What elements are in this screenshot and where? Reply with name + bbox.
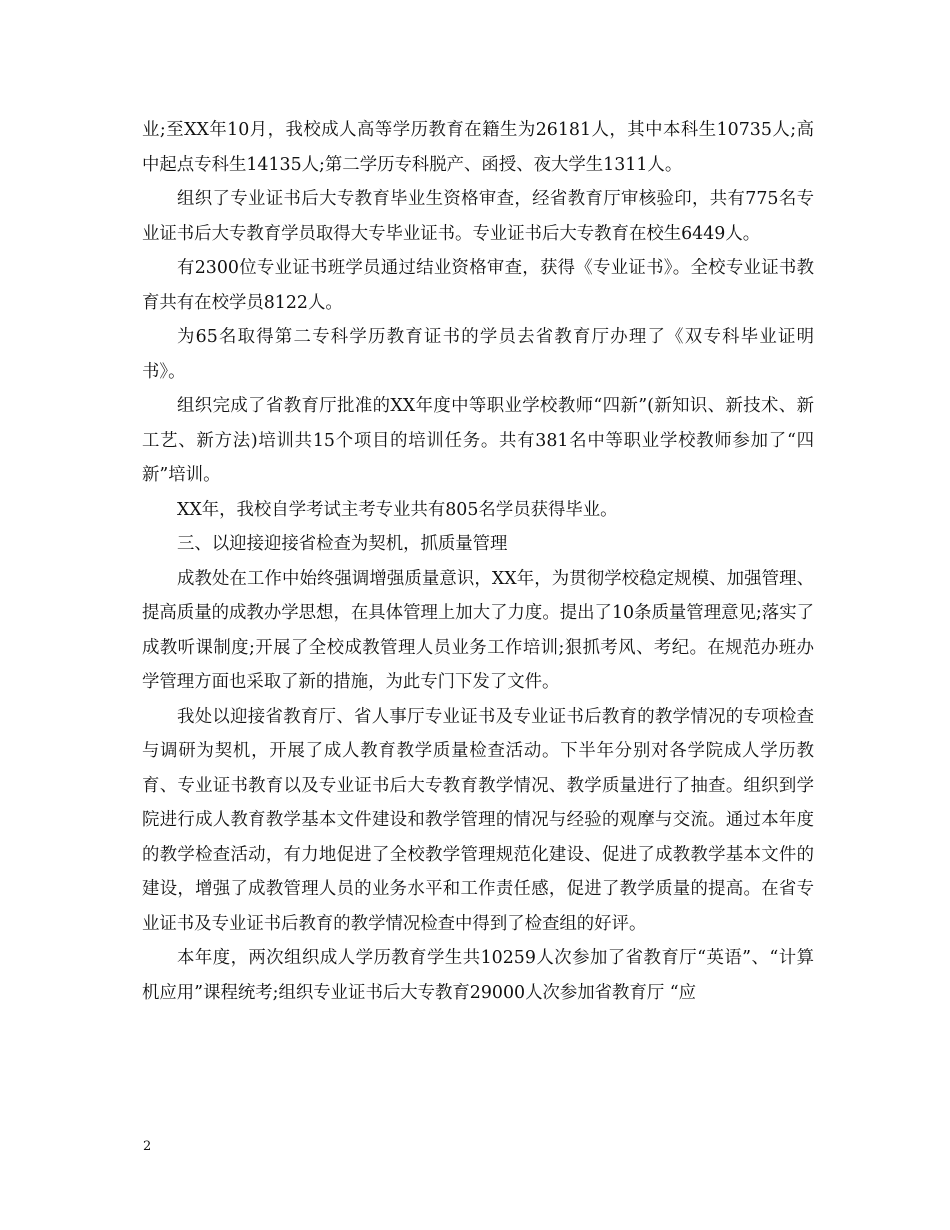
paragraph-2: 组织了专业证书后大专教育毕业生资格审查，经省教育厅审核验印，共有775名专业证书后大专教育学员取得大专毕业证书。专业证书后大专教育在校生6449人。 xyxy=(142,189,814,244)
paragraph-10: 本年度，两次组织成人学历教育学生共10259人次参加了省教育厅“英语”、“计算机应用”课程统考;组织专业证书后大专教育29000人次参加省教育厅 “应 xyxy=(142,948,814,1003)
paragraph-3: 有2300位专业证书班学员通过结业资格审查，获得《专业证书》。全校专业证书教育共有在校学员8122人。 xyxy=(142,258,814,313)
section-heading: 三、以迎接迎接省检查为契机，抓质量管理 xyxy=(177,534,508,554)
paragraph-8: 成教处在工作中始终强调增强质量意识，XX年，为贯彻学校稳定规模、加强管理、提高质量的成教办学思想，在具体管理上加大了力度。提出了10条质量管理意见;落实了成教听课制度;开展了全校成教管理人员业务工作培训;狠抓考风、考纪。在规范办班办学管理方面也采取了新的措施，为此专门下发了文件。 xyxy=(142,568,814,692)
page-number: 2 xyxy=(143,1139,152,1154)
paragraph-1: 业;至XX年10月，我校成人高等学历教育在籍生为26181人，其中本科生10735人;高中起点专科生14135人;第二学历专科脱产、函授、夜大学生1311人。 xyxy=(142,120,814,175)
paragraph-4: 为65名取得第二专科学历教育证书的学员去省教育厅办理了《双专科毕业证明书》。 xyxy=(142,327,814,382)
body-text xyxy=(142,113,814,1010)
paragraph-6: XX年，我校自学考试主考专业共有805名学员获得毕业。 xyxy=(177,499,618,520)
paragraph-9: 我处以迎接省教育厅、省人事厅专业证书及专业证书后教育的教学情况的专项检查与调研为契机，开展了成人教育教学质量检查活动。下半年分别对各学院成人学历教育、专业证书教育以及专业证书后大专教育教学情况、教学质量进行了抽查。组织到学院进行成人教育教学基本文件建设和教学管理的情况与经验的观摩与交流。通过本年度的教学检查活动，有力地促进了全校教学管理规范化建设、促进了成教教学基本文件的建设，增强了成教管理人员的业务水平和工作责任感，促进了教学质量的提高。在省专业证书及专业证书后教育的教学情况检查中得到了检查组的好评。 xyxy=(142,706,814,934)
paragraph-5: 组织完成了省教育厅批准的XX年度中等职业学校教师“四新”(新知识、新技术、新工艺、新方法)培训共15个项目的培训任务。共有381名中等职业学校教师参加了“四新”培训。 xyxy=(142,396,814,485)
